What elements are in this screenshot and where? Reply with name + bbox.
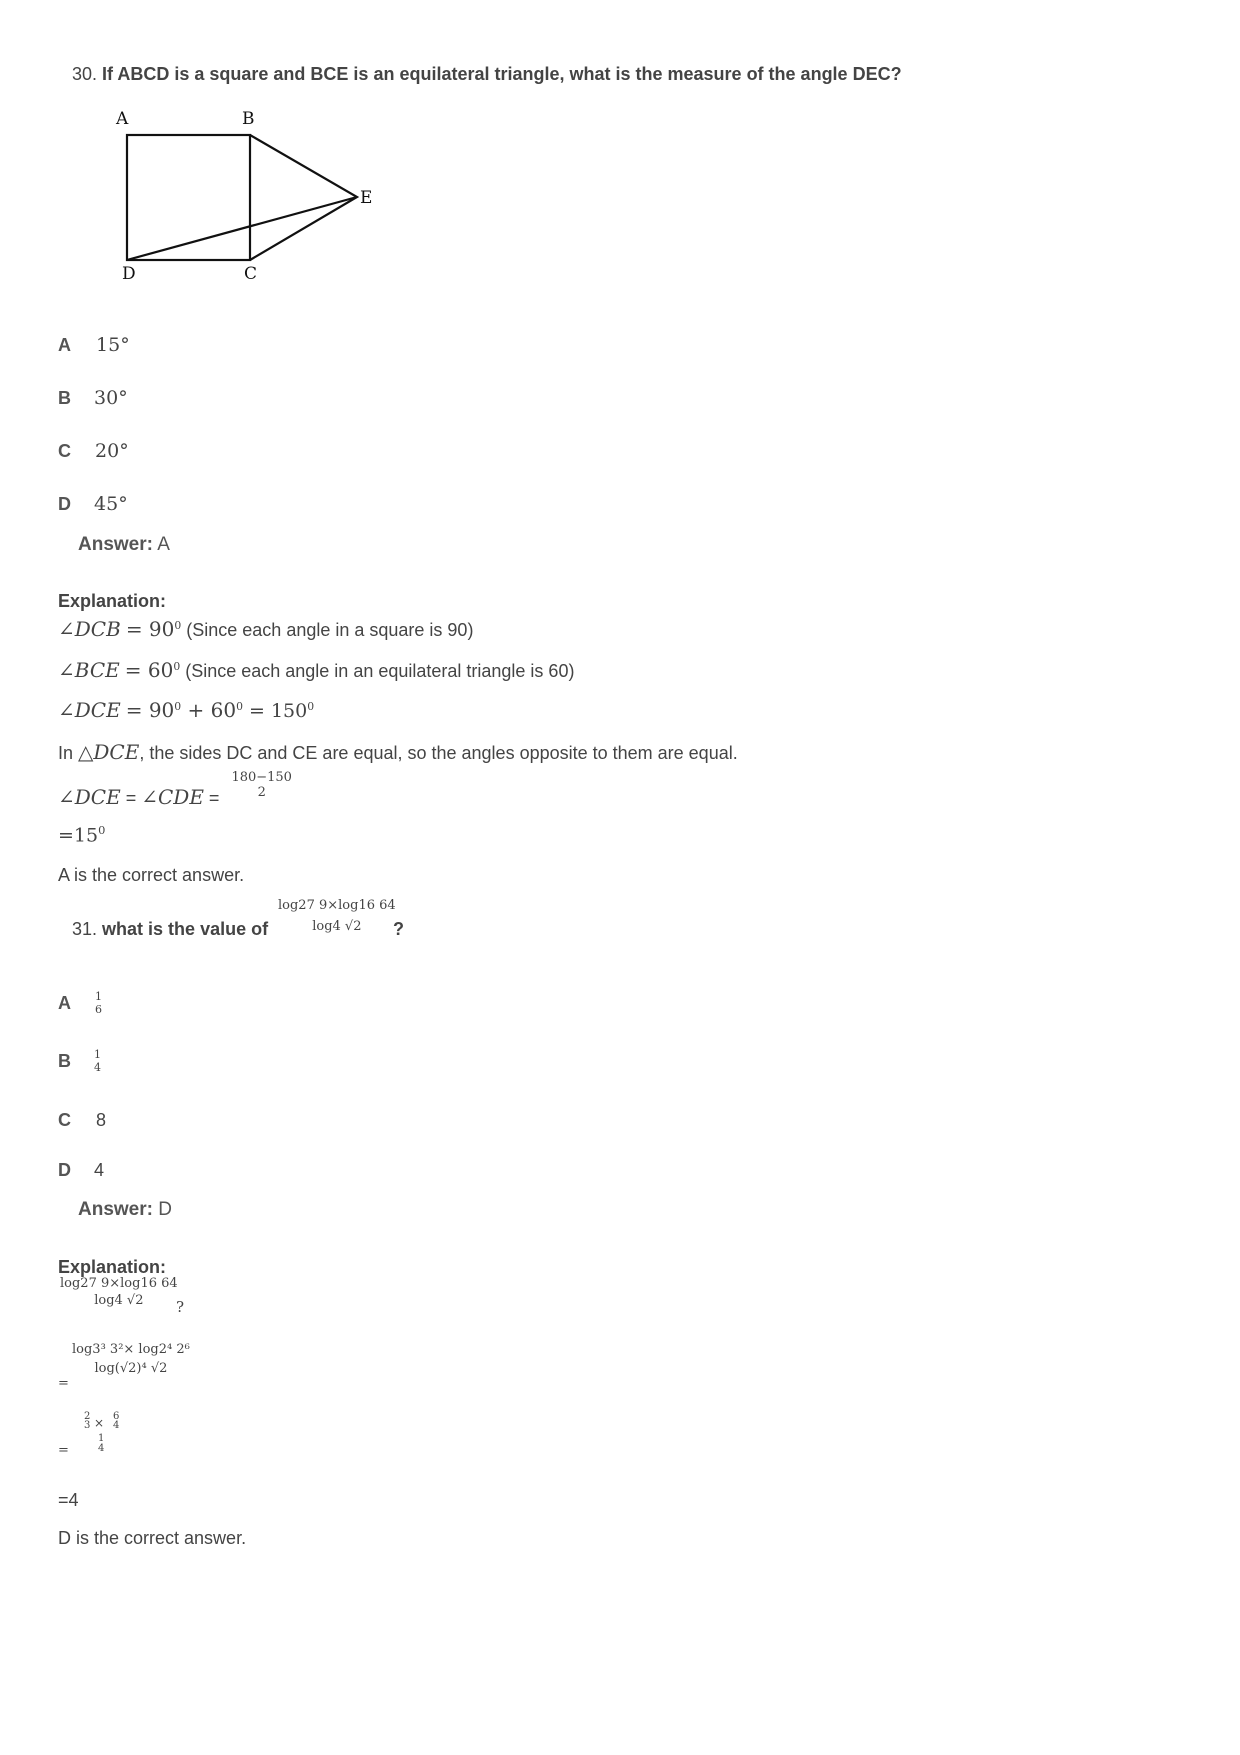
option-letter: D: [58, 494, 71, 514]
explanation-line-2: [58, 658, 574, 682]
option-letter: D: [58, 1160, 71, 1180]
option-b[interactable]: [58, 1048, 101, 1074]
label-b: B: [242, 109, 255, 129]
option-a[interactable]: [58, 334, 130, 356]
square-triangle-figure: [100, 105, 400, 295]
question-30: [72, 64, 902, 85]
equals-sign: =: [58, 1443, 69, 1458]
option-letter: C: [58, 1110, 71, 1130]
fraction-numerator: log27 9×log16 64: [278, 898, 396, 913]
square-abcd: [127, 135, 250, 260]
fraction-numerator: log27 9×log16 64: [60, 1276, 178, 1291]
question-mark: ?: [176, 1298, 185, 1316]
fraction-denominator: log(√2)⁴ √2: [94, 1361, 168, 1376]
superscript: 0: [174, 700, 182, 713]
option-letter: B: [58, 388, 71, 408]
superscript: 0: [98, 823, 106, 837]
segment-de: [127, 197, 357, 260]
math-expr: △DCE: [78, 740, 140, 764]
fraction-numerator: 1: [94, 1048, 101, 1061]
fraction-numerator: 1: [95, 990, 102, 1003]
question-31: [72, 919, 268, 940]
option-c[interactable]: [58, 440, 129, 462]
question-31-expression: [278, 898, 396, 934]
fraction-denominator: 4: [98, 1443, 105, 1454]
option-letter: A: [58, 992, 71, 1013]
question-text: If ABCD is a square and BCE is an equilateral triangle, what is the measure of the angle DEC?: [102, 64, 902, 84]
triangle-bce: [250, 135, 357, 260]
question-mark: ?: [393, 919, 404, 939]
math-expr: ∠DCE: [58, 698, 121, 722]
fraction-numerator: 180−150: [231, 770, 292, 785]
fraction-denominator: 4: [94, 1061, 101, 1074]
fraction: [94, 1048, 101, 1074]
explanation-line-3: [58, 698, 314, 722]
label-e: E: [360, 188, 373, 208]
fraction-denominator: 6: [95, 1003, 102, 1016]
option-letter: B: [58, 1050, 71, 1071]
option-value: 30°: [94, 387, 128, 409]
fraction-denominator: log4 √2: [312, 919, 362, 934]
answer-label: Answer:: [78, 1199, 153, 1220]
fraction-denominator: 4: [113, 1420, 120, 1431]
fraction-denominator: 3: [84, 1420, 91, 1431]
explanation-title-31: Explanation:: [58, 1257, 167, 1277]
math-expr: ∠DCB: [58, 617, 121, 641]
option-letter: A: [58, 335, 71, 355]
times-sign: ×: [94, 1416, 105, 1430]
math-expr: = 90: [125, 698, 175, 722]
math-expr: =15: [58, 824, 99, 847]
question-number: 30.: [72, 64, 98, 84]
math-expr: ∠DCE: [58, 785, 121, 809]
answer-30: [78, 534, 170, 556]
label-d: D: [122, 264, 136, 284]
superscript: 0: [174, 619, 182, 632]
explanation-text: , the sides DC and CE are equal, so the angles opposite to them are equal.: [139, 743, 738, 763]
option-value: 15°: [96, 334, 130, 356]
superscript: 0: [173, 660, 181, 673]
option-a[interactable]: [58, 990, 102, 1016]
explanation-line-1: [58, 617, 473, 641]
answer-value: A: [157, 534, 170, 555]
option-letter: C: [58, 441, 71, 461]
explanation-text: (Since each angle in a square is 90): [181, 620, 474, 640]
answer-value: D: [158, 1199, 172, 1220]
fraction-numerator: 6: [113, 1411, 120, 1422]
fraction-numerator: 2: [84, 1411, 91, 1422]
explanation-line-5: [58, 770, 292, 809]
math-expr: = 150: [242, 700, 308, 722]
fraction: [231, 770, 292, 800]
superscript: 0: [307, 700, 315, 713]
explanation-result-31: =4: [58, 1490, 79, 1510]
math-expr: = 60: [124, 658, 174, 682]
question-number: 31.: [72, 919, 98, 939]
math-expr: =: [203, 788, 220, 808]
explanation-expr-3: [82, 1411, 128, 1456]
option-d[interactable]: [58, 1160, 104, 1181]
superscript: 0: [236, 700, 243, 713]
option-value: 45°: [94, 493, 128, 515]
fraction-numerator: 1: [98, 1433, 105, 1444]
fraction-numerator: log3³ 3²× log2⁴ 2⁶: [72, 1342, 190, 1357]
label-a: A: [116, 109, 129, 129]
fraction: [95, 990, 102, 1016]
explanation-expr-1: [60, 1276, 178, 1308]
equals-sign: =: [58, 1376, 69, 1391]
explanation-conclusion-30: A is the correct answer.: [58, 865, 245, 885]
option-value: 20°: [95, 440, 129, 462]
explanation-title-30: Explanation:: [58, 591, 167, 611]
explanation-text: (Since each angle in an equilateral triangle is 60): [180, 661, 575, 681]
explanation-line-4: [58, 740, 738, 764]
answer-label: Answer:: [78, 534, 153, 555]
fraction-denominator: log4 √2: [94, 1293, 144, 1308]
explanation-conclusion-31: D is the correct answer.: [58, 1528, 247, 1548]
math-expr: ∠BCE: [58, 658, 120, 682]
question-text: what is the value of: [102, 919, 269, 939]
option-value: 8: [96, 1110, 107, 1130]
explanation-line-6: [58, 823, 105, 846]
option-value: 4: [94, 1160, 105, 1180]
option-b[interactable]: [58, 387, 128, 409]
answer-31: [78, 1199, 172, 1221]
math-expr: + 60: [181, 698, 237, 722]
math-expr: = 90: [125, 617, 175, 641]
label-c: C: [244, 264, 258, 284]
option-c[interactable]: [58, 1110, 106, 1131]
option-d[interactable]: [58, 493, 128, 515]
math-expr: ∠CDE: [141, 785, 204, 809]
fraction-denominator: 2: [257, 785, 266, 800]
explanation-expr-2: [72, 1342, 190, 1376]
explanation-text: In: [58, 743, 79, 763]
math-expr: =: [120, 788, 142, 808]
